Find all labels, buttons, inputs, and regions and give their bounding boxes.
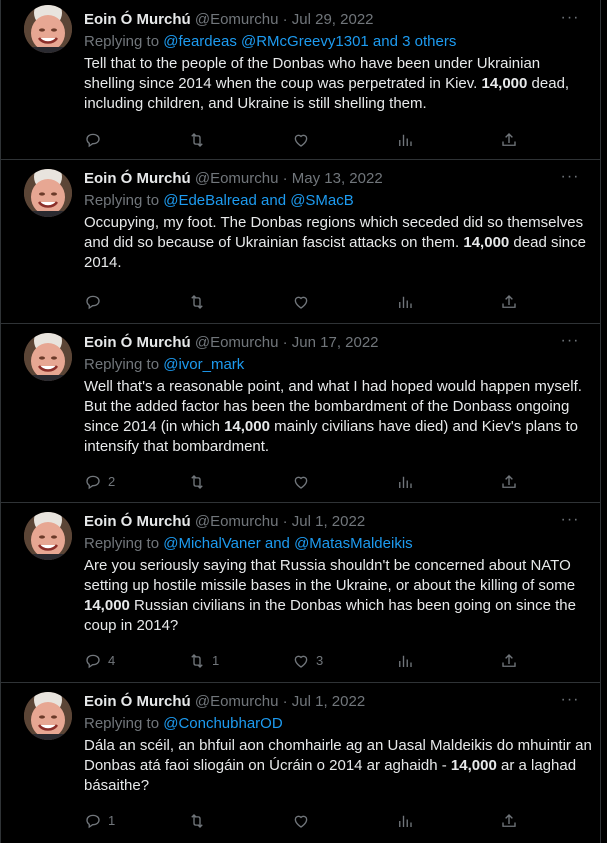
retweet-icon: [188, 473, 206, 491]
share-button[interactable]: [500, 291, 518, 313]
replying-to: [84, 714, 592, 736]
tweet-actions: [84, 129, 584, 151]
tweet-text: [84, 556, 592, 636]
heart-icon: [292, 652, 310, 670]
author-handle[interactable]: @Eomurchu: [194, 170, 279, 187]
analytics-icon: [396, 131, 414, 149]
tweet-header: [84, 169, 592, 191]
retweet-button[interactable]: [188, 650, 292, 672]
retweet-button[interactable]: [188, 471, 292, 493]
author-name[interactable]: Eoin Ó Murchú: [84, 334, 191, 351]
tweet[interactable]: [0, 687, 600, 843]
share-button[interactable]: [500, 650, 518, 672]
heart-icon: [292, 131, 310, 149]
tweet[interactable]: [0, 328, 600, 502]
replying-to-label: Replying to: [84, 33, 164, 50]
separator-dot: ·: [282, 11, 288, 28]
replying-to: [84, 32, 592, 54]
tweet-date[interactable]: Jun 17, 2022: [291, 334, 379, 351]
views-button[interactable]: [396, 650, 500, 672]
tweet-text-highlight: 14,000: [463, 234, 510, 251]
reply-mentions[interactable]: @MichalVaner and @MatasMaldeikis: [163, 535, 413, 552]
share-icon: [500, 131, 518, 149]
separator-dot: ·: [282, 513, 288, 530]
like-button[interactable]: [292, 810, 396, 832]
reply-mentions[interactable]: @feardeas @RMcGreevy1301 and 3 others: [163, 33, 457, 50]
heart-icon: [292, 293, 310, 311]
more-icon[interactable]: ···: [560, 9, 580, 26]
reply-mentions[interactable]: @ConchubharOD: [163, 715, 283, 732]
retweet-icon: [188, 131, 206, 149]
reply-mentions[interactable]: @EdeBalread and @SMacB: [163, 192, 354, 209]
author-name[interactable]: Eoin Ó Murchú: [84, 513, 191, 530]
author-name[interactable]: Eoin Ó Murchú: [84, 170, 191, 187]
views-button[interactable]: [396, 291, 500, 313]
tweet-content: [84, 10, 592, 114]
share-icon: [500, 293, 518, 311]
author-handle[interactable]: @Eomurchu: [194, 11, 279, 28]
avatar[interactable]: [24, 333, 72, 381]
author-handle[interactable]: @Eomurchu: [194, 513, 279, 530]
reply-icon: [84, 652, 102, 670]
tweet-text-part: Dála an scéil, an bhfuil aon chomhairle ag an Uasal Maldeikis do mhuintir an Donbas atá faoi sliogáin on Úcráin o 2014 ar aghaidh -: [84, 737, 592, 774]
like-button[interactable]: [292, 650, 396, 672]
replying-to-label: Replying to: [84, 535, 164, 552]
avatar[interactable]: [24, 512, 72, 560]
replying-to: [84, 534, 592, 556]
tweet-text-part: Tell that to the people of the Donbas who have been under Ukrainian shelling since 2014 when the coup was perpetrated in Kiev.: [84, 55, 541, 92]
share-icon: [500, 812, 518, 830]
reply-button[interactable]: [84, 291, 188, 313]
tweet-date[interactable]: Jul 1, 2022: [291, 513, 366, 530]
analytics-icon: [396, 812, 414, 830]
tweet-divider: [0, 502, 600, 503]
reply-count: 1: [108, 813, 116, 828]
tweet-header: [84, 10, 592, 32]
tweet-text: [84, 736, 592, 796]
retweet-count: 1: [212, 653, 220, 668]
retweet-button[interactable]: [188, 810, 292, 832]
more-icon[interactable]: ···: [560, 332, 580, 349]
replying-to-label: Replying to: [84, 715, 164, 732]
tweet[interactable]: [0, 507, 600, 682]
retweet-button[interactable]: [188, 291, 292, 313]
analytics-icon: [396, 652, 414, 670]
heart-icon: [292, 812, 310, 830]
tweet[interactable]: [0, 164, 600, 323]
right-border: [600, 0, 601, 843]
views-button[interactable]: [396, 471, 500, 493]
like-button[interactable]: [292, 129, 396, 151]
tweet-divider: [0, 323, 600, 324]
tweet-actions: [84, 471, 584, 493]
reply-button[interactable]: [84, 471, 188, 493]
tweet-divider: [0, 159, 600, 160]
tweet-text-part: ar a laghad básaithe?: [84, 757, 577, 794]
retweet-button[interactable]: [188, 129, 292, 151]
tweet-header: [84, 333, 592, 355]
tweet-text: [84, 377, 592, 457]
like-button[interactable]: [292, 291, 396, 313]
share-icon: [500, 473, 518, 491]
more-icon[interactable]: ···: [560, 511, 580, 528]
views-button[interactable]: [396, 810, 500, 832]
tweet-content: [84, 691, 592, 828]
avatar[interactable]: [24, 5, 72, 53]
reply-count: 4: [108, 653, 116, 668]
more-icon[interactable]: ···: [560, 168, 580, 185]
tweet-text-part: Russian civilians in the Donbas which has been going on since the coup in 2014?: [84, 597, 576, 634]
tweet-actions: [84, 650, 584, 672]
reply-icon: [84, 812, 102, 830]
like-button[interactable]: [292, 471, 396, 493]
tweet-text-part: dead, including children, and Ukraine is still shelling them.: [84, 75, 570, 112]
share-icon: [500, 652, 518, 670]
tweet-content: [84, 169, 592, 273]
author-handle[interactable]: @Eomurchu: [194, 693, 279, 710]
separator-dot: ·: [282, 334, 288, 351]
share-button[interactable]: [500, 129, 518, 151]
replying-to: [84, 355, 592, 377]
more-icon[interactable]: ···: [560, 691, 580, 708]
replying-to-label: Replying to: [84, 356, 164, 373]
reply-icon: [84, 131, 102, 149]
avatar[interactable]: [24, 692, 72, 740]
retweet-icon: [188, 293, 206, 311]
share-button[interactable]: [500, 810, 518, 832]
analytics-icon: [396, 473, 414, 491]
tweet-date[interactable]: May 13, 2022: [291, 170, 383, 187]
separator-dot: ·: [282, 693, 288, 710]
analytics-icon: [396, 293, 414, 311]
tweet-text: [84, 54, 592, 114]
tweet-text-part: Are you seriously saying that Russia shouldn't be concerned about NATO setting up hostile missile bases in the Ukraine, or about the killing of some: [84, 557, 576, 594]
replying-to: [84, 191, 592, 213]
reply-icon: [84, 473, 102, 491]
reply-count: 2: [108, 474, 116, 489]
tweet[interactable]: [0, 0, 600, 159]
tweet-actions: [84, 291, 584, 313]
avatar[interactable]: [24, 169, 72, 217]
tweet-text: [84, 213, 592, 273]
tweet-header: [84, 692, 592, 714]
tweet-content: [84, 332, 592, 489]
author-name[interactable]: Eoin Ó Murchú: [84, 11, 191, 28]
tweet-text-highlight: 14,000: [481, 75, 528, 92]
replying-to-label: Replying to: [84, 192, 164, 209]
reply-icon: [84, 293, 102, 311]
tweet-date[interactable]: Jul 1, 2022: [291, 693, 366, 710]
tweet-text-highlight: 14,000: [84, 597, 130, 614]
separator-dot: ·: [282, 170, 288, 187]
tweet-date[interactable]: Jul 29, 2022: [291, 11, 374, 28]
reply-button[interactable]: [84, 129, 188, 151]
views-button[interactable]: [396, 129, 500, 151]
tweet-text-part: Well that's a reasonable point, and what I had hoped would happen myself. But the added factor has been the bombardment of the Donbass ongoing since 2014 (in which: [84, 378, 582, 435]
heart-icon: [292, 473, 310, 491]
tweet-text-part: dead since 2014.: [84, 234, 586, 271]
reply-button[interactable]: [84, 650, 188, 672]
retweet-icon: [188, 652, 206, 670]
reply-mentions[interactable]: @ivor_mark: [163, 356, 245, 373]
tweet-actions: [84, 810, 584, 832]
tweet-divider: [0, 682, 600, 683]
author-handle[interactable]: @Eomurchu: [194, 334, 279, 351]
tweet-content: [84, 511, 592, 668]
share-button[interactable]: [500, 471, 518, 493]
tweet-text-part: mainly civilians have died) and Kiev's plans to intensify that bombardment.: [84, 418, 578, 455]
tweet-text-highlight: 14,000: [450, 757, 497, 774]
like-count: 3: [316, 653, 324, 668]
tweet-text-highlight: 14,000: [224, 418, 270, 435]
tweet-text-part: Occupying, my foot. The Donbas regions which seceded did so themselves and did so because of Ukrainian fascist attacks on them.: [84, 214, 584, 251]
retweet-icon: [188, 812, 206, 830]
reply-button[interactable]: [84, 810, 188, 832]
author-name[interactable]: Eoin Ó Murchú: [84, 693, 191, 710]
tweet-header: [84, 512, 592, 534]
